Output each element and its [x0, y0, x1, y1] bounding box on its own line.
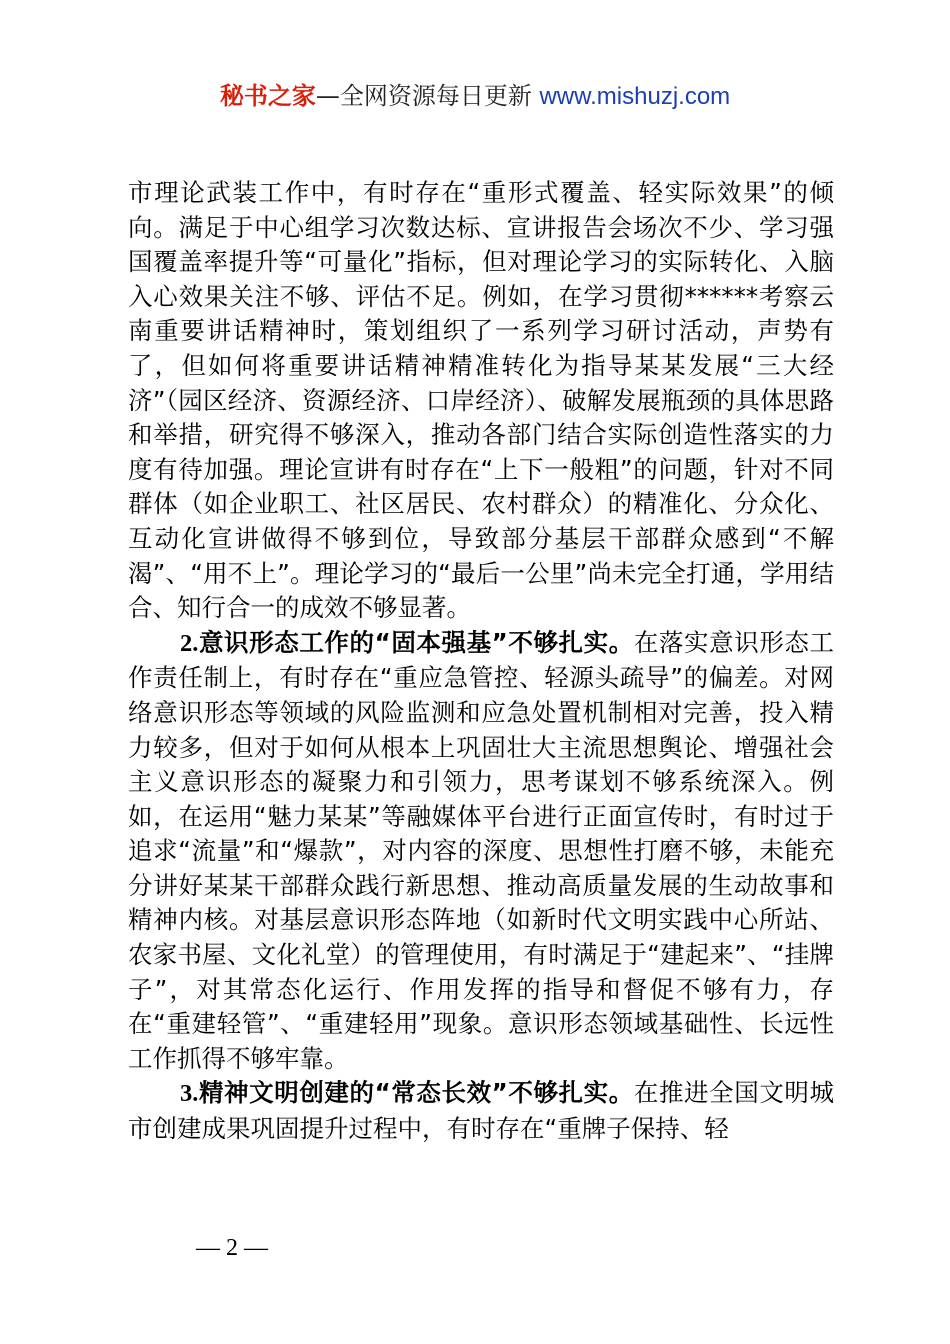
site-url-link[interactable]: www.mishuzj.com	[539, 83, 731, 110]
section-heading	[180, 628, 634, 657]
paragraph-2	[128, 626, 834, 1077]
paragraph-1	[128, 176, 834, 626]
page-number: — 2 —	[196, 1235, 268, 1261]
section-heading	[180, 1078, 634, 1107]
paragraph-body: 在落实意识形态工作责任制上，有时存在“重应急管控、轻源头疏导”的偏差。对网络意识形态等领域的风险监测和应急处置机制相对完善，投入精力较多，但对于如何从根本上巩固壮大主流思想舆论、增强社会主义意识形态的凝聚力和引领力，思考谋划不够系统深入。例如，在运用“魅力某某”等融媒体平台进行正面宣传时，有时过于追求“流量”和“爆款”，对内容的深度、思想性打磨不够，未能充分讲好某某干部群众践行新思想、推动高质量发展的生动故事和精神内核。对基层意识形态阵地（如新时代文明实践中心所站、农家书屋、文化礼堂）的管理使用，有时满足于“建起来”、“挂牌子”，对其常态化运行、作用发挥的指导和督促不够有力，存在“重建轻管”、“重建轻用”现象。意识形态领域基础性、长远性工作抓得不够牢靠。	[128, 627, 835, 1073]
paragraph-3	[128, 1076, 834, 1146]
site-tagline: —全网资源每日更新	[315, 82, 540, 110]
paragraph-body: 在推进全国文明城市创建成果巩固提升过程中，有时存在“重牌子保持、轻	[128, 1078, 835, 1144]
section-number: 2.	[180, 629, 199, 657]
site-header	[0, 80, 950, 113]
site-brand: 秘书之家	[219, 82, 316, 110]
paragraph-body: 市理论武装工作中，有时存在“重形式覆盖、轻实际效果”的倾向。满足于中心组学习次数达标、宣讲报告会场次不少、学习强国覆盖率提升等“可量化”指标，但对理论学习的实际转化、入脑入心效果关注不够、评估不足。例如，在学习贯彻******考察云南重要讲话精神时，策划组织了一系列学习研讨活动，声势有了，但如何将重要讲话精神精准转化为指导某某发展“三大经济”（园区经济、资源经济、口岸经济）、破解发展瓶颈的具体思路和举措，研究得不够深入，推动各部门结合实际创造性落实的力度有待加强。理论宣讲有时存在“上下一般粗”的问题，针对不同群体（如企业职工、社区居民、农村群众）的精准化、分众化、互动化宣讲做得不够到位，导致部分基层干部群众感到“不解渴”、“用不上”。理论学习的“最后一公里”尚未完全打通，学用结合、知行合一的成效不够显著。	[128, 178, 834, 623]
document-body	[128, 176, 834, 1147]
section-title: 精神文明创建的“常态长效”不够扎实。	[198, 1078, 634, 1108]
section-title: 意识形态工作的“固本强基”不够扎实。	[198, 627, 634, 657]
section-number: 3.	[180, 1080, 199, 1108]
